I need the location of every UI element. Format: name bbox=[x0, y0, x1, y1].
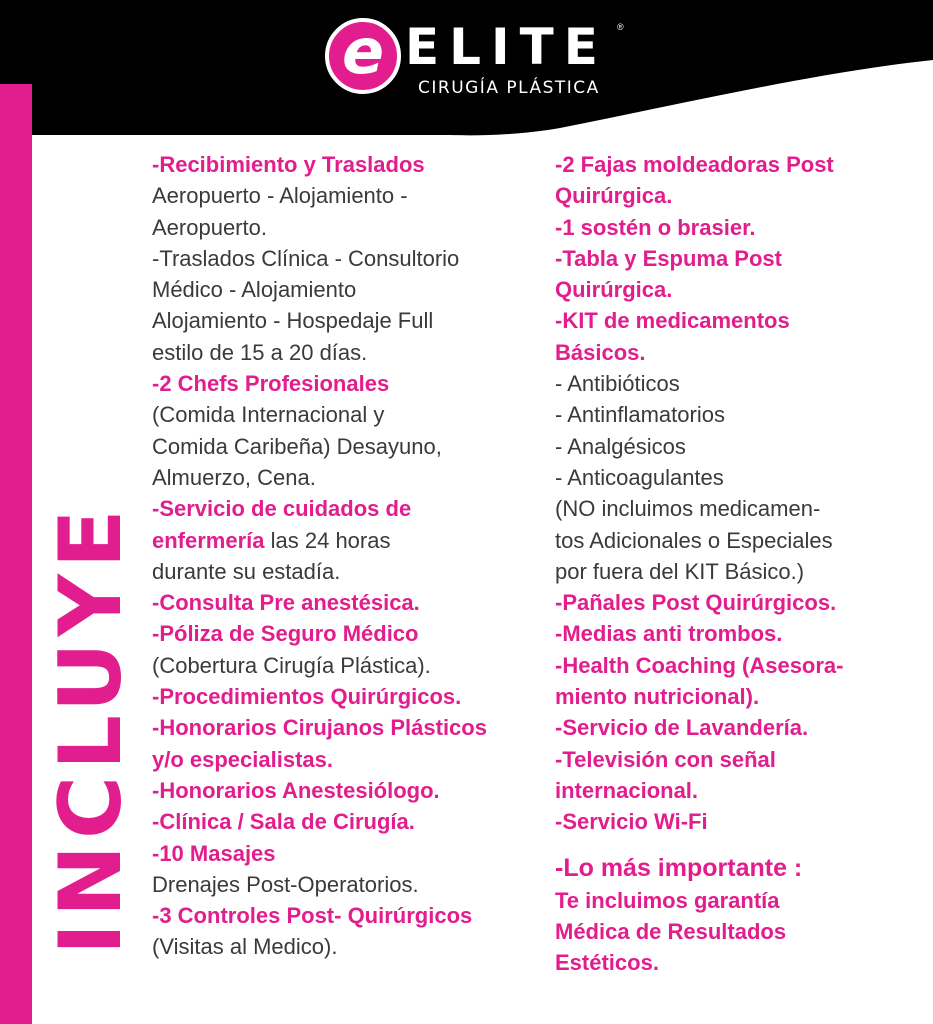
item-text: Drenajes Post-Operatorios. bbox=[152, 871, 419, 897]
item-heading: -Servicio Wi-Fi bbox=[555, 809, 708, 835]
item-heading: -Clínica / Sala de Cirugía. bbox=[152, 809, 415, 835]
item-heading: -Procedimientos Quirúrgicos. bbox=[152, 684, 462, 710]
item-heading: -2 Fajas moldeadoras Post bbox=[555, 152, 834, 177]
item-heading: -Póliza de Seguro Médico bbox=[152, 621, 419, 647]
registered-mark: ® bbox=[617, 22, 624, 32]
item-text: por fuera del KIT Básico.) bbox=[555, 558, 805, 584]
left-column bbox=[152, 149, 547, 963]
item-heading: -Servicio de cuidados de bbox=[152, 496, 412, 522]
item-text: -Traslados Clínica - Consultorio bbox=[152, 245, 460, 271]
item-text: - Antinflamatorios bbox=[555, 402, 725, 428]
item-heading: -Recibimiento y Traslados bbox=[152, 152, 425, 177]
logo-letter: e bbox=[341, 15, 385, 88]
item-line-mixed bbox=[152, 525, 547, 556]
brand-logo bbox=[325, 15, 635, 108]
item-heading: -Servicio de Lavandería. bbox=[555, 715, 809, 741]
item-heading: -Televisión con señal bbox=[555, 746, 776, 772]
spacer bbox=[555, 838, 925, 852]
item-text: Alojamiento - Hospedaje Full bbox=[152, 308, 434, 334]
item-text: - Analgésicos bbox=[555, 433, 686, 459]
item-heading: Quirúrgica. bbox=[555, 277, 673, 303]
item-text: tos Adicionales o Especiales bbox=[555, 527, 833, 553]
item-heading: y/o especialistas. bbox=[152, 746, 333, 772]
item-heading: -Consulta Pre anestésica. bbox=[152, 590, 420, 616]
item-heading: Básicos. bbox=[555, 339, 646, 365]
logo-subtitle: CIRUGÍA PLÁSTICA bbox=[418, 78, 600, 98]
item-heading: internacional. bbox=[555, 777, 699, 803]
item-heading: Quirúrgica. bbox=[555, 183, 673, 209]
item-text: Médico - Alojamiento bbox=[152, 277, 357, 303]
item-heading: enfermería bbox=[152, 527, 265, 553]
logo-wordmark: ELITE bbox=[405, 18, 608, 76]
important-text: Te incluimos garantía bbox=[555, 887, 780, 913]
item-text: Almuerzo, Cena. bbox=[152, 464, 316, 490]
item-heading: -Honorarios Anestesiólogo. bbox=[152, 777, 440, 803]
item-heading: -KIT de medicamentos bbox=[555, 308, 790, 334]
item-text: Aeropuerto - Alojamiento - bbox=[152, 183, 408, 209]
item-text: (Visitas al Medico). bbox=[152, 934, 338, 960]
item-text: - Anticoagulantes bbox=[555, 464, 724, 490]
item-heading: -1 sostén o brasier. bbox=[555, 214, 756, 240]
side-accent-bar bbox=[0, 84, 32, 1024]
item-text: durante su estadía. bbox=[152, 558, 341, 584]
item-heading: -Medias anti trombos. bbox=[555, 621, 783, 647]
right-column bbox=[555, 149, 925, 978]
item-text: Aeropuerto. bbox=[152, 214, 267, 240]
important-heading: -Lo más importante : bbox=[555, 853, 803, 882]
vertical-title-incluye: INCLUYE bbox=[41, 503, 141, 955]
item-heading: -2 Chefs Profesionales bbox=[152, 371, 390, 397]
item-text: (Cobertura Cirugía Plástica). bbox=[152, 652, 431, 678]
item-heading: -3 Controles Post- Quirúrgicos bbox=[152, 903, 473, 929]
item-heading: -Honorarios Cirujanos Plásticos bbox=[152, 715, 487, 741]
item-heading: -Pañales Post Quirúrgicos. bbox=[555, 590, 837, 616]
important-text: Médica de Resultados bbox=[555, 918, 787, 944]
item-text: Comida Caribeña) Desayuno, bbox=[152, 433, 442, 459]
item-heading: miento nutricional). bbox=[555, 684, 760, 710]
item-heading: -10 Masajes bbox=[152, 840, 276, 866]
item-text: (NO incluimos medicamen- bbox=[555, 496, 821, 522]
item-text: - Antibióticos bbox=[555, 371, 680, 397]
item-text: las 24 horas bbox=[264, 527, 391, 553]
item-text: (Comida Internacional y bbox=[152, 402, 385, 428]
logo-e-badge-icon bbox=[325, 15, 401, 94]
item-text: estilo de 15 a 20 días. bbox=[152, 339, 368, 365]
item-heading: -Health Coaching (Asesora- bbox=[555, 652, 844, 678]
important-text: Estéticos. bbox=[555, 950, 659, 976]
item-heading: -Tabla y Espuma Post bbox=[555, 245, 782, 271]
